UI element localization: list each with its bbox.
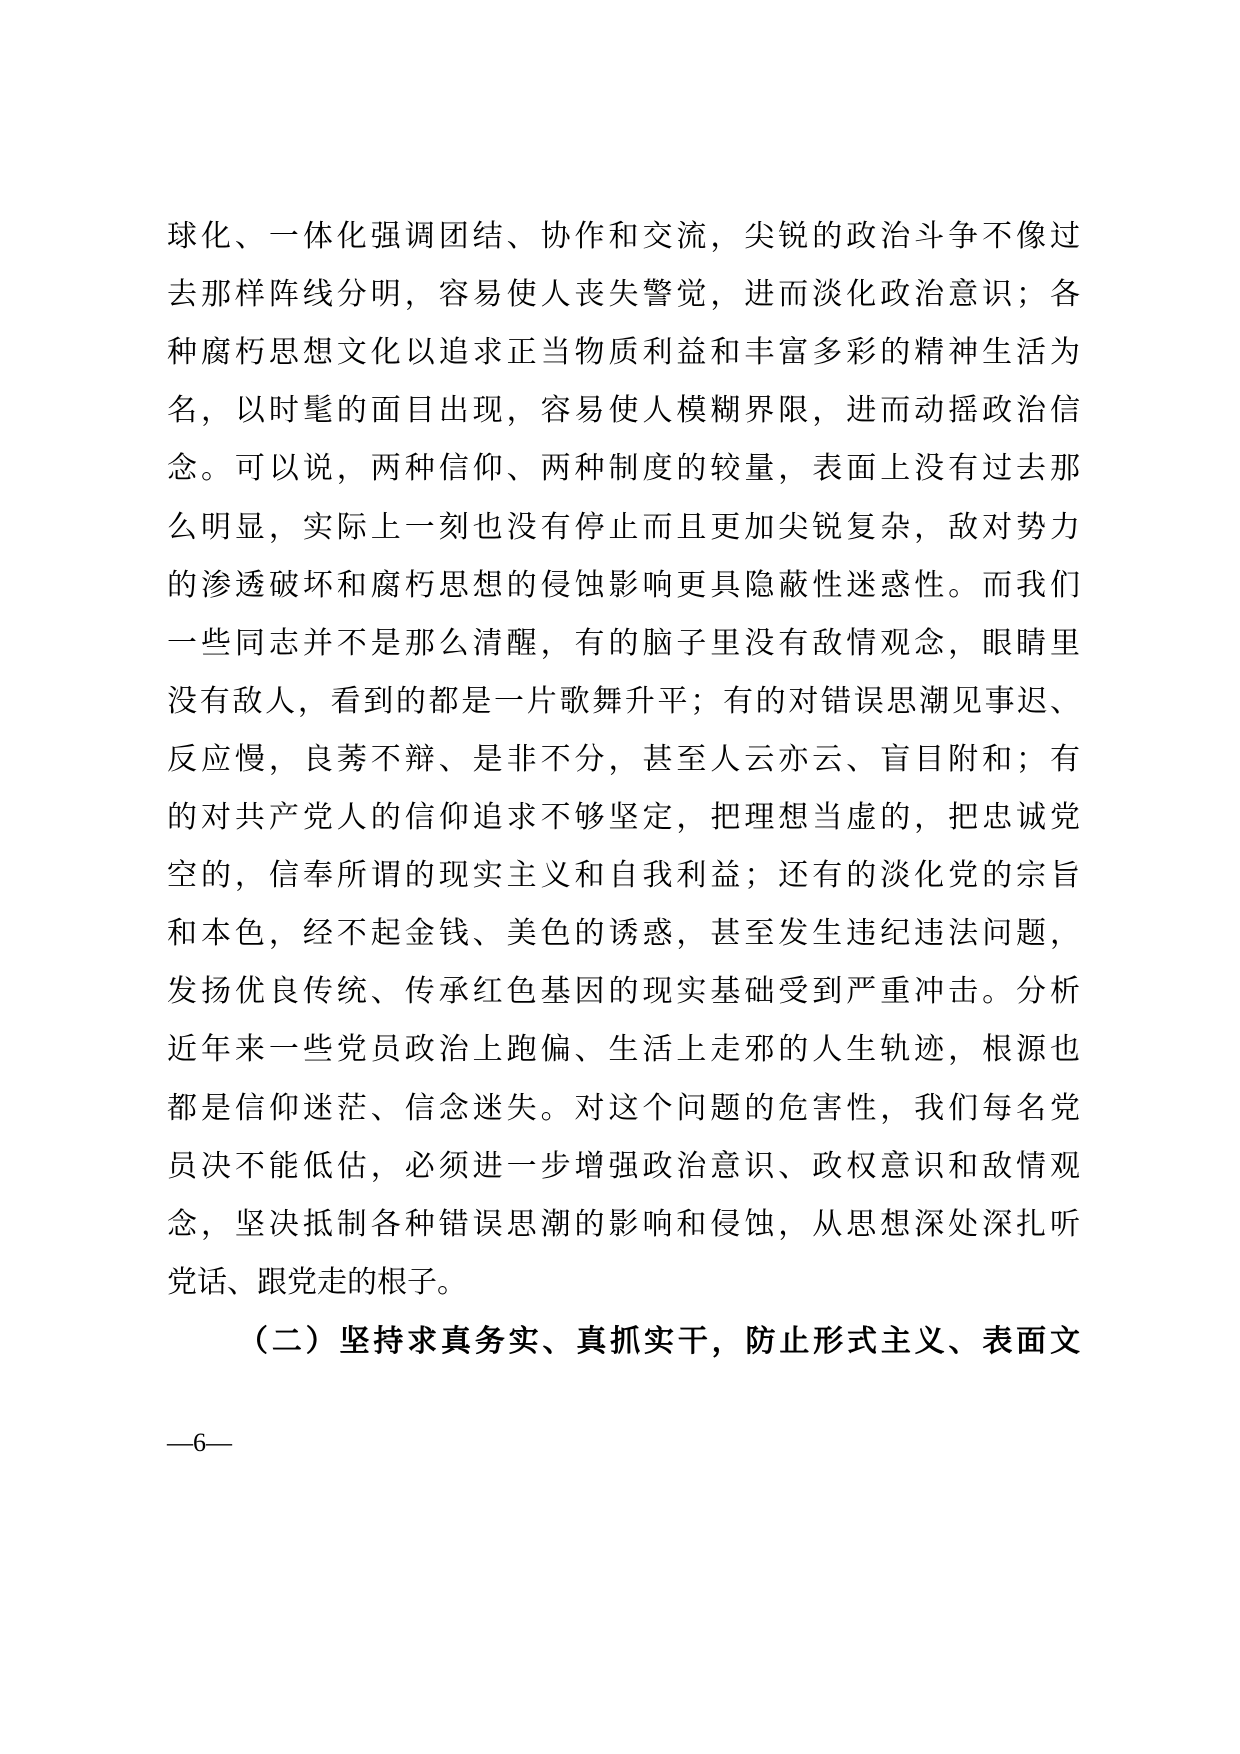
text-line: 和本色，经不起金钱、美色的诱惑，甚至发生违纪违法问题， bbox=[167, 916, 1080, 952]
text-line: 反应慢，良莠不辩、是非不分，甚至人云亦云、盲目附和；有 bbox=[167, 741, 1080, 777]
text-line: 么明显，实际上一刻也没有停止而且更加尖锐复杂，敌对势力 bbox=[167, 509, 1080, 545]
text-line: 念。可以说，两种信仰、两种制度的较量，表面上没有过去那 bbox=[167, 451, 1080, 487]
text-line: 名，以时髦的面目出现，容易使人模糊界限，进而动摇政治信 bbox=[167, 393, 1080, 429]
text-line: 党话、跟党走的根子。 bbox=[167, 1264, 467, 1300]
text-line: 没有敌人，看到的都是一片歌舞升平；有的对错误思潮见事迟、 bbox=[167, 683, 1080, 719]
text-line: 去那样阵线分明，容易使人丧失警觉，进而淡化政治意识；各 bbox=[167, 277, 1080, 313]
text-line: 一些同志并不是那么清醒，有的脑子里没有敌情观念，眼睛里 bbox=[167, 625, 1080, 661]
text-line: 发扬优良传统、传承红色基因的现实基础受到严重冲击。分析 bbox=[167, 974, 1080, 1010]
text-line: 都是信仰迷茫、信念迷失。对这个问题的危害性，我们每名党 bbox=[167, 1090, 1080, 1126]
text-line: 球化、一体化强调团结、协作和交流，尖锐的政治斗争不像过 bbox=[167, 219, 1080, 254]
text-line: 员决不能低估，必须进一步增强政治意识、政权意识和敌情观 bbox=[167, 1148, 1080, 1184]
text-line: 的对共产党人的信仰追求不够坚定，把理想当虚的，把忠诚党 bbox=[167, 800, 1080, 835]
text-line: 念，坚决抵制各种错误思潮的影响和侵蚀，从思想深处深扎听 bbox=[167, 1206, 1080, 1242]
text-line: 近年来一些党员政治上跑偏、生活上走邪的人生轨迹，根源也 bbox=[167, 1032, 1080, 1068]
page-number: —6— bbox=[167, 1428, 232, 1457]
text-line: 空的，信奉所谓的现实主义和自我利益；还有的淡化党的宗旨 bbox=[167, 858, 1080, 894]
section-heading: （二）坚持求真务实、真抓实干，防止形式主义、表面文 bbox=[238, 1324, 1080, 1359]
text-line: 的渗透破坏和腐朽思想的侵蚀影响更具隐蔽性迷惑性。而我们 bbox=[167, 567, 1080, 603]
text-line: 种腐朽思想文化以追求正当物质利益和丰富多彩的精神生活为 bbox=[167, 335, 1080, 371]
